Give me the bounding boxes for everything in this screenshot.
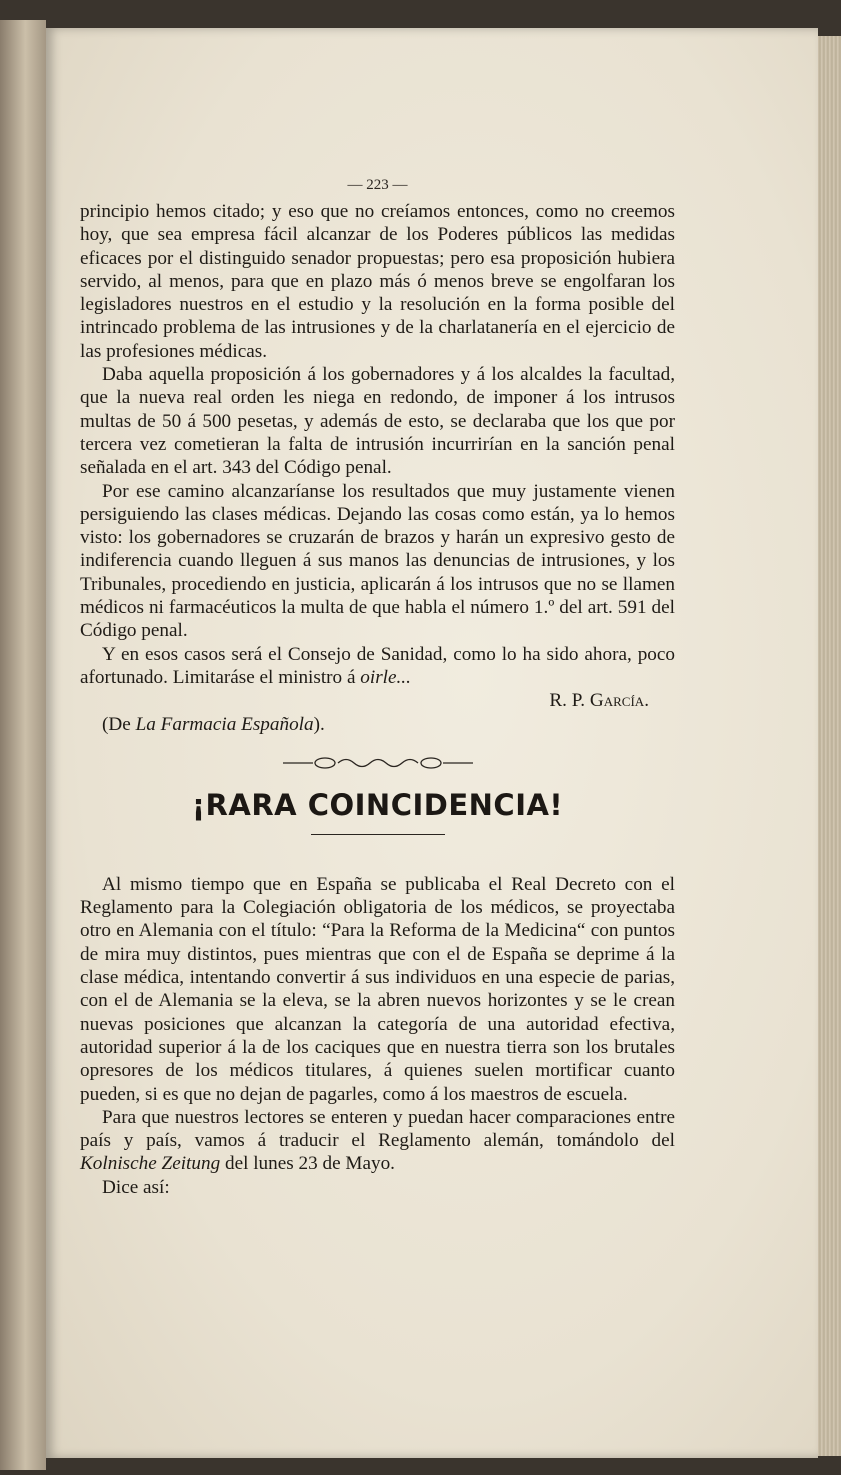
paragraph-comparaciones-end: del lunes 23 de Mayo.: [220, 1153, 395, 1175]
source-close: ).: [313, 713, 325, 735]
paragraph-consejo-italic: oirle...: [360, 666, 411, 688]
heading-underline: [311, 834, 445, 835]
ornament-divider-icon: [283, 756, 473, 770]
paragraph-camino: Por ese camino alcanzaríanse los resultados que muy justamente vienen persiguiendo las clases médicas. Dejando las cosas como están, ya lo hemos visto: los gobernadores se cruzarán de brazos y harán un expresivo gesto de indiferencia cuando lleguen á sus manos las denuncias de intrusiones, y los Tribunales, procediendo en justicia, aplicarán á los intrusos que no se llamen médicos ni farmacéuticos la multa de que habla el número 1.º del art. 591 del Código penal.: [80, 480, 675, 642]
page-content: [80, 170, 675, 1199]
paragraph-gobernadores: Daba aquella proposición á los gobernadores y á los alcaldes la facultad, que la nueva real orden les niega en redondo, de imponer á los intrusos multas de 50 á 500 pesetas, y además de esto, se declaraba que los que por tercera vez cometieran la falta de intrusión incurrirían en la sanción penal señalada en el art. 343 del Código penal.: [80, 364, 675, 479]
paragraph-comparaciones: [80, 1106, 675, 1176]
paragraph-consejo: [80, 643, 675, 690]
article-heading: ¡RARA COINCIDENCIA!: [191, 787, 564, 822]
source-citation: [80, 713, 675, 736]
page-stack-edge: [818, 36, 841, 1456]
newspaper-title: Kolnische Zeitung: [80, 1153, 221, 1175]
author-signature: R. P. García.: [549, 690, 649, 712]
paragraph-reglamento: Al mismo tiempo que en España se publicaba el Real Decreto con el Reglamento para la Colegiación obligatoria de los médicos, se proyectaba otro en Alemania con el título: “Para la Reforma de la Medicina“ con puntos de mira muy distintos, pues mientras que con el de España se deprime á la clase médica, intentando convertir á sus individuos en una especie de parias, con el de Alemania se la eleva, se la abren nuevos horizontes y se le crean nuevas posiciones que alcanzan la categoría de una autoridad efectiva, autoridad superior á la de los caciques que en nuestra tierra son los brutales opresores de los médicos titulares, á quienes suelen mortificar cuanto pueden, si es que no dejan de pagarles, como á los maestros de escuela.: [80, 873, 675, 1105]
previous-page-edge: [0, 20, 46, 1470]
paragraph-consejo-text: Y en esos casos será el Consejo de Sanidad, como lo ha sido ahora, poco afortunado. Limitaráse el ministro á: [80, 643, 675, 688]
paragraph-continuation: principio hemos citado; y eso que no creíamos entonces, como no creemos hoy, que sea empresa fácil alcanzar de los Poderes públicos las medidas eficaces por el distinguido senador propuestas; pero esa proposición hubiera servido, al menos, para que en plazo más ó menos breve se engolfaran los legisladores nuestros en el estudio y la resolución en la forma posible del intrincado problema de las intrusiones y de la charlatanería en el ejercicio de las profesiones médicas.: [80, 201, 675, 362]
paragraph-comparaciones-text: Para que nuestros lectores se enteren y puedan hacer comparaciones entre país y país, vamos á traducir el Reglamento alemán, tomándolo del: [80, 1106, 675, 1152]
page-number: — 223 —: [347, 177, 408, 193]
closing-line: Dice así:: [102, 1176, 170, 1198]
source-open: (De: [102, 713, 136, 735]
source-publication: La Farmacia Española: [135, 713, 314, 735]
